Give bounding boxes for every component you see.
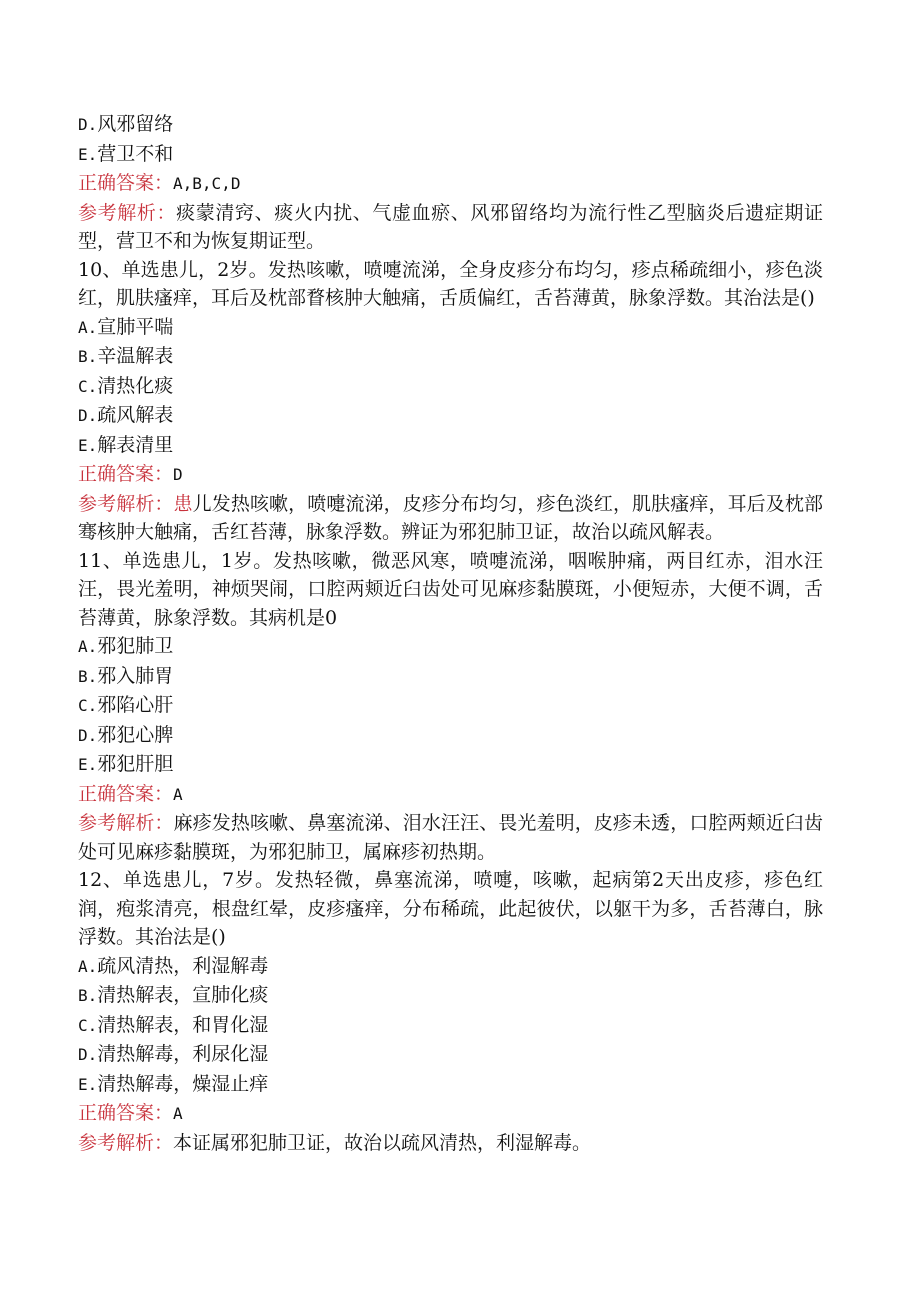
option-letter: D. [78,406,98,425]
option-a [78,632,823,662]
analysis-label: 参考解析： [78,812,174,834]
option-d [78,110,823,140]
question-stem-10: 10、单选患儿，2岁。发热咳嗽，喷嚏流涕，全身皮疹分布均匀，疹点稀疏细小，疹色淡红，肌肤瘙痒，耳后及枕部瞀核肿大触痛，舌质偏红，舌苔薄黄，脉象浮数。其治法是() [78,258,823,309]
option-text: 邪陷心肝 [97,694,174,716]
option-letter: D. [78,1045,98,1064]
option-letter: C. [78,376,98,396]
question-stem-12: 12、单选患儿，7岁。发热轻微，鼻塞流涕，喷嚏，咳嗽，起病第2天出皮疹，疹色红润，疱浆清亮，根盘红晕，皮疹瘙痒，分布稀疏，此起彼伏，以躯干为多，舌苔薄白，脉浮数。其治法是() [78,869,823,948]
option-a [78,952,823,982]
analysis-text: 麻疹发热咳嗽、鼻塞流涕、泪水汪汪、畏光羞明，皮疹未透，口腔两颊近臼齿处可见麻疹黏膜斑，为邪犯肺卫，属麻疹初热期。 [78,812,823,863]
option-e [78,1070,823,1100]
option-letter: A. [78,637,98,656]
answer-value: A [173,1104,183,1123]
option-letter: E. [78,435,98,455]
option-d [78,401,823,431]
document-page [78,110,823,1157]
option-text: 宣肺平喘 [97,315,174,338]
answer-label: 正确答案： [78,463,174,485]
option-text: 清热解毒，燥湿止痒 [97,1072,269,1095]
option-b [78,662,823,692]
option-text: 邪入肺胃 [97,664,174,687]
option-d [78,721,823,751]
option-letter: A. [78,956,98,976]
option-text: 解表清里 [97,433,174,456]
option-a [78,313,823,343]
option-text: 风邪留络 [97,113,174,135]
option-letter: E. [78,1074,98,1094]
option-letter: C. [78,696,98,715]
analysis-text: 痰蒙清窍、痰火内扰、气虚血瘀、风邪留络均为流行性乙型脑炎后遗症期证型，营卫不和为恢复期证型。 [78,201,823,252]
option-c [78,691,823,721]
answer-value: D [173,465,183,484]
option-text: 邪犯肝胆 [97,753,174,775]
option-letter: A. [78,317,98,337]
option-letter: B. [78,666,98,686]
analysis-label: 参考解析： [78,1131,174,1154]
answer-label: 正确答案： [78,1102,174,1124]
option-text: 辛温解表 [97,345,174,367]
answer-value: A,B,C,D [173,174,241,193]
option-text: 清热解毒，利尿化湿 [97,1043,269,1065]
option-c [78,372,823,402]
question-stem-11: 11、单选患儿，1岁。发热咳嗽，微恶风寒，喷嚏流涕，咽喉肿痛，两目红赤，泪水汪汪，畏光羞明，神烦哭闹，口腔两颊近臼齿处可见麻疹黏膜斑，小便短赤，大便不调，舌苔薄黄，脉象浮数。其病机是0 [78,549,823,629]
analysis-text: 儿发热咳嗽，喷嚏流涕，皮疹分布均匀，疹色淡红，肌肤瘙痒，耳后及枕部骞核肿大触痛，舌红苔薄，脉象浮数。辨证为邪犯肺卫证，故治以疏风解表。 [78,492,823,543]
option-letter: B. [78,986,98,1005]
option-c [78,1011,823,1041]
option-letter: E. [78,144,98,164]
option-letter: D. [78,115,98,134]
answer-line [78,169,823,199]
option-letter: C. [78,1015,98,1035]
answer-label: 正确答案： [78,782,174,805]
option-text: 邪犯肺卫 [97,635,174,657]
option-e [78,750,823,780]
option-b [78,342,823,372]
option-text: 疏风解表 [97,404,174,426]
option-text: 疏风清热，利湿解毒 [97,954,269,977]
option-text: 清热解表，和胃化湿 [97,1013,269,1036]
analysis-label: 参考解析： [78,201,177,224]
option-text: 邪犯心脾 [97,723,174,746]
analysis-line [78,809,823,866]
option-letter: E. [78,755,98,774]
option-text: 营卫不和 [97,142,174,165]
analysis-line [78,490,823,547]
answer-label: 正确答案： [78,172,174,194]
answer-value: A [173,784,183,804]
option-e [78,431,823,461]
option-letter: B. [78,347,98,366]
option-letter: D. [78,725,98,745]
analysis-label: 参考解析：患 [78,492,193,515]
option-b [78,981,823,1011]
answer-line [78,780,823,810]
option-text: 清热化痰 [97,374,174,397]
option-e [78,140,823,170]
option-d [78,1040,823,1070]
answer-line [78,1099,823,1129]
analysis-text: 本证属邪犯肺卫证，故治以疏风清热，利湿解毒。 [173,1131,592,1154]
analysis-line [78,199,823,256]
analysis-line [78,1129,823,1158]
option-text: 清热解表，宣肺化痰 [97,984,269,1006]
answer-line [78,460,823,490]
